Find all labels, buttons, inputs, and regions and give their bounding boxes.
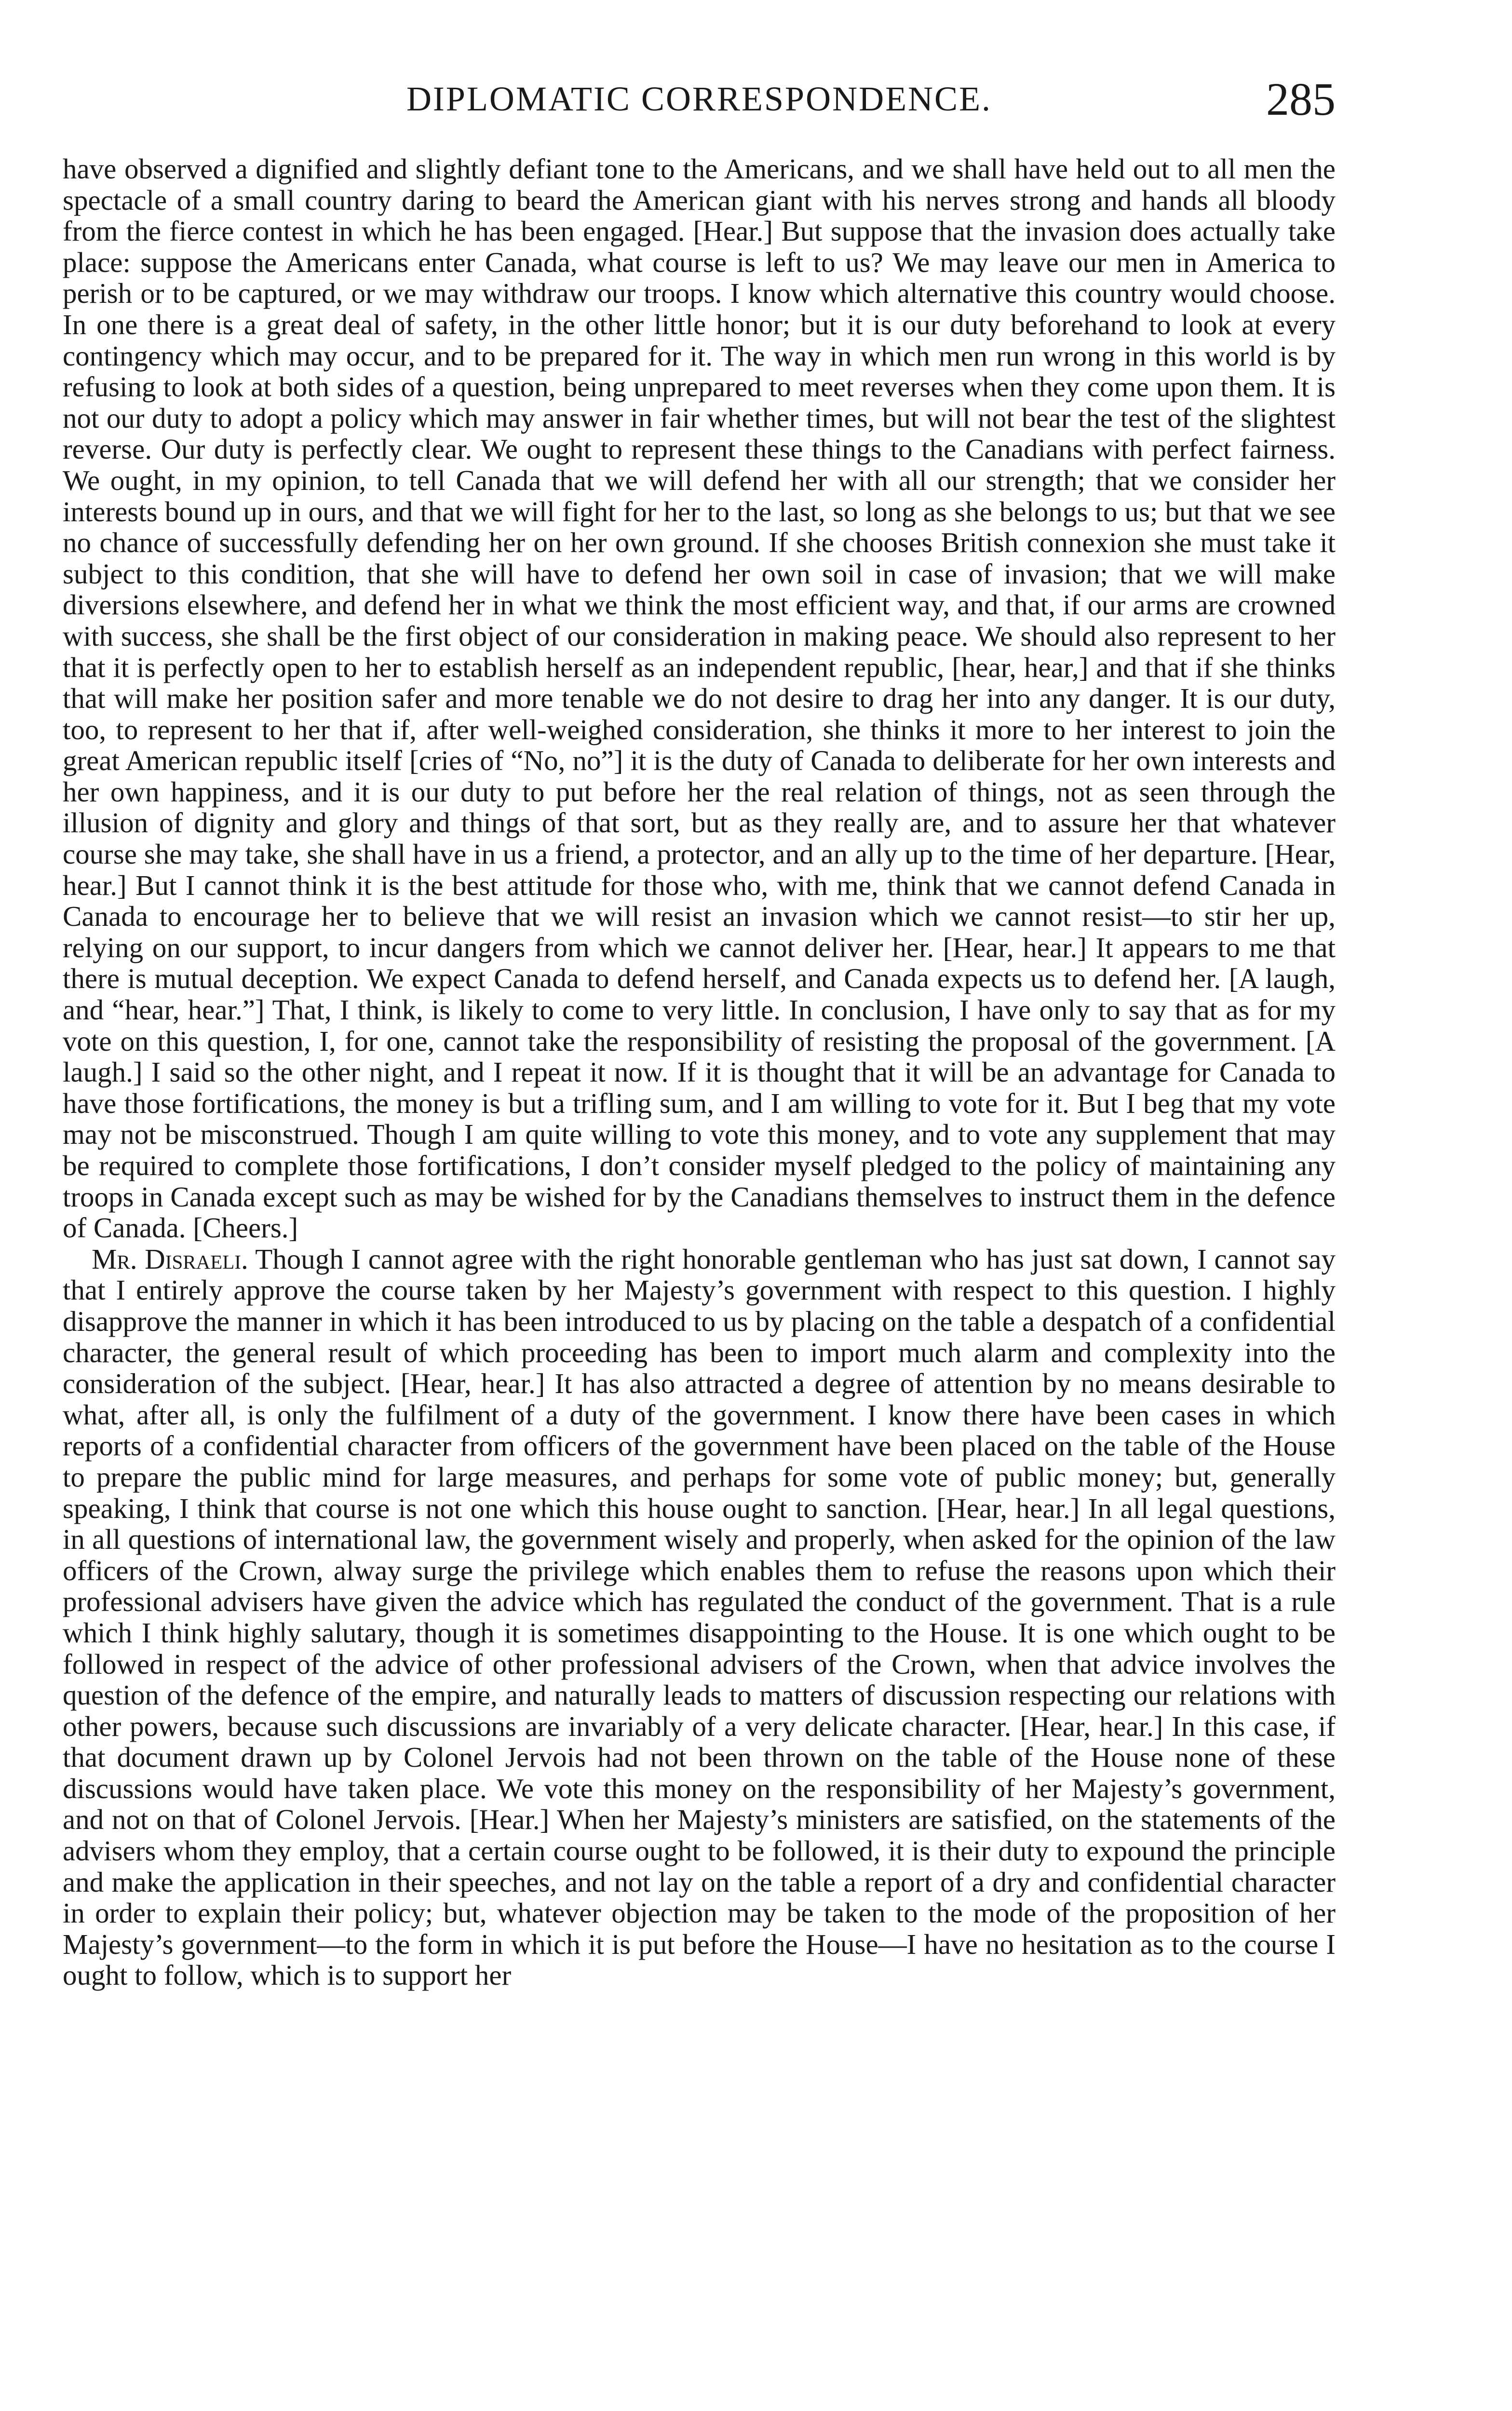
paragraph-disraeli <box>63 1244 1336 1991</box>
speaker-name: Mr. Disraeli. <box>92 1243 248 1275</box>
speech-text: Though I cannot agree with the right honorable gentleman who has just sat down, I cannot say that I entirely approve the course taken by her Majesty’s government with respect to this question. I highly disapprove the manner in which it has been introduced to us by placing on the table a despatch of a confidential character, the general result of which proceeding has been to import much alarm and complexity into the consideration of the subject. [Hear, hear.] It has also attracted a degree of attention by no means desirable to what, after all, is only the fulfilment of a duty of the government. I know there have been cases in which reports of a confidential character from officers of the government have been placed on the table of the House to prepare the public mind for large measures, and perhaps for some vote of public money; but, generally speaking, I think that course is not one which this house ought to sanction. [Hear, hear.] In all legal questions, in all questions of international law, the government wisely and properly, when asked for the opinion of the law officers of the Crown, alway surge the privilege which enables them to refuse the reasons upon which their professional advisers have given the advice which has regulated the conduct of the government. That is a rule which I think highly salutary, though it is sometimes disappointing to the House. It is one which ought to be followed in respect of the advice of other professional advisers of the Crown, when that advice involves the question of the defence of the empire, and naturally leads to matters of discussion respecting our relations with other powers, because such discussions are invariably of a very delicate character. [Hear, hear.] In this case, if that document drawn up by Colonel Jervois had not been thrown on the table of the House none of these discussions would have taken place. We vote this money on the responsibility of her Majesty’s government, and not on that of Colonel Jervois. [Hear.] When her Majesty’s ministers are satisfied, on the statements of the advisers whom they employ, that a certain course ought to be followed, it is their duty to expound the principle and make the application in their speeches, and not lay on the table a report of a dry and confidential character in order to explain their policy; but, whatever objection may be taken to the mode of the proposition of her Majesty’s government—to the form in which it is put before the House—I have no hesitation as to the course I ought to follow, which is to support her <box>63 1243 1336 1991</box>
paragraph-continuation: have observed a dignified and slightly defiant tone to the Americans, and we shall have held out to all men the spectacle of a small country daring to beard the American giant with his nerves strong and hands all bloody from the fierce contest in which he has been engaged. [Hear.] But suppose that the invasion does actually take place: suppose the Americans enter Canada, what course is left to us? We may leave our men in America to perish or to be captured, or we may withdraw our troops. I know which alternative this country would choose. In one there is a great deal of safety, in the other little honor; but it is our duty beforehand to look at every contingency which may occur, and to be prepared for it. The way in which men run wrong in this world is by refusing to look at both sides of a question, being unprepared to meet reverses when they come upon them. It is not our duty to adopt a policy which may answer in fair whether times, but will not bear the test of the slightest reverse. Our duty is perfectly clear. We ought to represent these things to the Canadians with perfect fairness. We ought, in my opinion, to tell Canada that we will defend her with all our strength; that we consider her interests bound up in ours, and that we will fight for her to the last, so long as she belongs to us; but that we see no chance of successfully defending her on her own ground. If she chooses British connexion she must take it subject to this condition, that she will have to defend her own soil in case of invasion; that we will make diversions elsewhere, and defend her in what we think the most efficient way, and that, if our arms are crowned with success, she shall be the first object of our consideration in making peace. We should also represent to her that it is perfectly open to her to establish herself as an independent republic, [hear, hear,] and that if she thinks that will make her position safer and more tenable we do not desire to drag her into any danger. It is our duty, too, to represent to her that if, after well-weighed consideration, she thinks it more to her interest to join the great American republic itself [cries of “No, no”] it is the duty of Canada to deliberate for her own interests and her own happiness, and it is our duty to put before her the real relation of things, not as seen through the illusion of dignity and glory and things of that sort, but as they really are, and to assure her that whatever course she may take, she shall have in us a friend, a protector, and an ally up to the time of her departure. [Hear, hear.] But I cannot think it is the best attitude for those who, with me, think that we cannot defend Canada in Canada to encourage her to believe that we will resist an invasion which we cannot resist—to stir her up, relying on our support, to incur dangers from which we cannot deliver her. [Hear, hear.] It appears to me that there is mutual deception. We expect Canada to defend herself, and Canada expects us to defend her. [A laugh, and “hear, hear.”] That, I think, is likely to come to very little. In conclusion, I have only to say that as for my vote on this question, I, for one, cannot take the responsibility of resisting the proposal of the government. [A laugh.] I said so the other night, and I repeat it now. If it is thought that it will be an advantage for Canada to have those fortifications, the money is but a trifling sum, and I am willing to vote for it. But I beg that my vote may not be misconstrued. Though I am quite willing to vote this money, and to vote any supplement that may be required to complete those fortifications, I don’t consider myself pledged to the policy of maintaining any troops in Canada except such as may be wished for by the Canadians themselves to instruct them in the defence of Canada. [Cheers.] <box>63 153 1336 1244</box>
running-title: DIPLOMATIC CORRESPONDENCE. <box>406 80 992 118</box>
body-text <box>63 153 1336 1991</box>
running-head <box>63 72 1336 130</box>
page-number: 285 <box>1266 73 1336 125</box>
